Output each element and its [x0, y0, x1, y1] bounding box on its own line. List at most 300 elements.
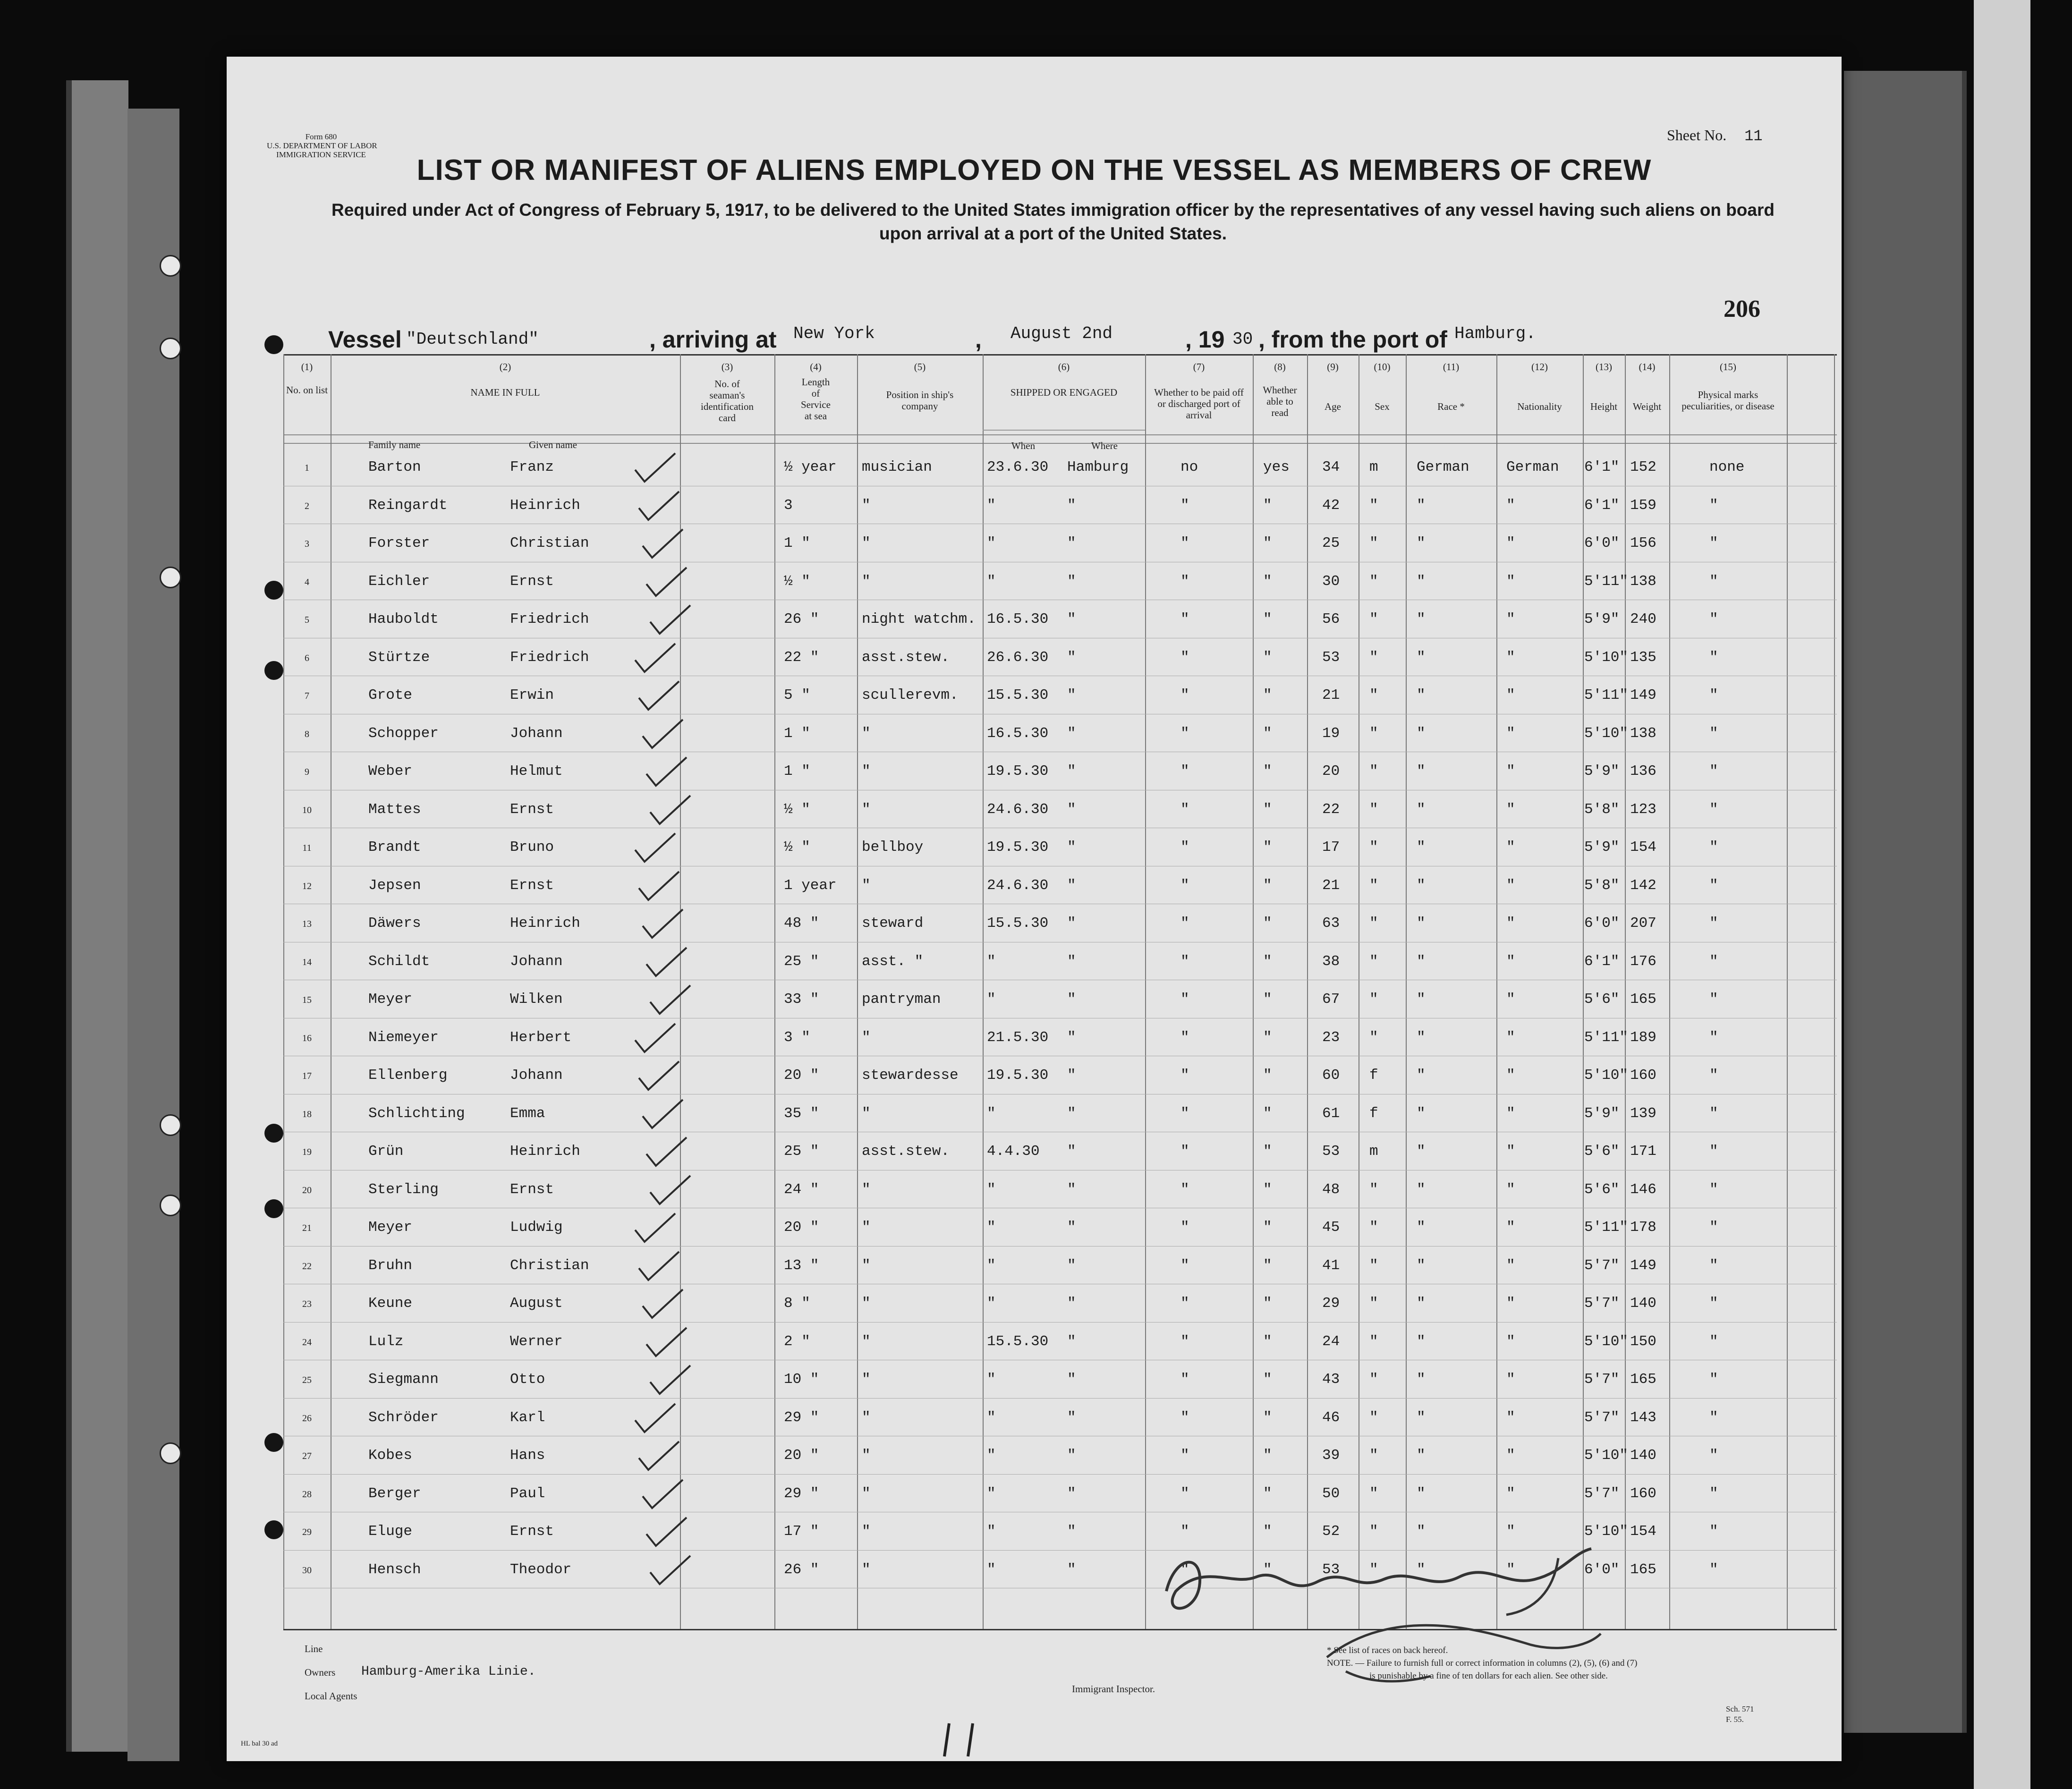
col-num: (15) [1720, 361, 1736, 373]
col-line [1834, 354, 1835, 1629]
punch-hole [264, 1124, 283, 1143]
cell-age: 20 [1322, 763, 1340, 780]
cell-height: 5'9" [1584, 1105, 1620, 1122]
cell-service: 20 " [784, 1067, 819, 1084]
cell-when: 21.5.30 [987, 1029, 1049, 1046]
cell-given: Karl [510, 1409, 545, 1426]
cell-position: night watchm. [862, 611, 976, 627]
cell-when: 19.5.30 [987, 839, 1049, 856]
cell-age: 39 [1322, 1447, 1340, 1464]
cell-when: " [987, 1181, 996, 1198]
cell-position: " [862, 535, 871, 551]
cell-race: " [1417, 877, 1426, 894]
cell-race: " [1417, 915, 1426, 932]
cell-position: asst.stew. [862, 649, 950, 666]
cell-given: Ernst [510, 801, 554, 818]
cell-nat: German [1506, 459, 1559, 475]
col-header-nationality [1496, 361, 1583, 412]
cell-race: " [1417, 839, 1426, 856]
cell-family: Sterling [368, 1181, 439, 1198]
cell-nat: " [1506, 877, 1515, 894]
row-number: 4 [305, 577, 309, 587]
cell-height: 5'11" [1584, 1219, 1629, 1236]
cell-nat: " [1506, 991, 1515, 1008]
col-label: Whether to be paid off or discharged port of arrival [1154, 387, 1244, 421]
cell-family: Berger [368, 1485, 421, 1502]
row-number: 15 [302, 995, 312, 1005]
cell-sex: " [1369, 1333, 1378, 1350]
cell-weight: 207 [1630, 915, 1656, 932]
from-port-value: Hamburg. [1454, 324, 1536, 343]
cell-position: " [862, 1295, 871, 1312]
cell-given: Friedrich [510, 611, 589, 627]
col-header-marks [1669, 361, 1787, 412]
cell-race: " [1417, 1371, 1426, 1388]
cell-given: Ludwig [510, 1219, 563, 1236]
cell-service: 1 " [784, 763, 810, 780]
punch-hole [264, 581, 283, 600]
cell-age: 42 [1322, 497, 1340, 514]
cell-weight: 140 [1630, 1447, 1656, 1464]
cell-service: 29 " [784, 1409, 819, 1426]
cell-when: " [987, 953, 996, 970]
cell-read: " [1263, 1029, 1272, 1046]
cell-weight: 123 [1630, 801, 1656, 818]
cell-weight: 135 [1630, 649, 1656, 666]
cell-family: Reingardt [368, 497, 448, 514]
local-agents-label: Local Agents [305, 1690, 357, 1702]
cell-family: Brandt [368, 839, 421, 856]
col-num: (6) [1058, 361, 1070, 373]
cell-where: " [1067, 1295, 1076, 1312]
cell-weight: 150 [1630, 1333, 1656, 1350]
cell-when: 26.6.30 [987, 649, 1049, 666]
cell-position: " [862, 1409, 871, 1426]
cell-race: " [1417, 1029, 1426, 1046]
cell-weight: 140 [1630, 1295, 1656, 1312]
col-num: (12) [1531, 361, 1548, 373]
cell-sex: " [1369, 1485, 1378, 1502]
cell-paid: " [1180, 1029, 1189, 1046]
cell-family: Hauboldt [368, 611, 439, 627]
cell-position: " [862, 801, 871, 818]
col-line [1307, 354, 1308, 1629]
cell-nat: " [1506, 763, 1515, 780]
col-num: (8) [1274, 361, 1286, 373]
col-header-race [1406, 361, 1496, 412]
cell-read: " [1263, 497, 1272, 514]
cell-sex: " [1369, 1295, 1378, 1312]
cell-marks: " [1709, 1143, 1718, 1160]
cell-age: 46 [1322, 1409, 1340, 1426]
cell-marks: " [1709, 1371, 1718, 1388]
cell-when: " [987, 1219, 996, 1236]
from-port-label: , from the port of [1258, 326, 1447, 353]
cell-height: 5'7" [1584, 1409, 1620, 1426]
cell-given: Franz [510, 459, 554, 475]
arrival-date: August 2nd [1011, 324, 1113, 343]
row-number: 12 [302, 881, 312, 891]
cell-weight: 152 [1630, 459, 1656, 475]
row-number: 17 [302, 1071, 312, 1081]
cell-given: Hans [510, 1447, 545, 1464]
col-label: Whether able to read [1263, 384, 1297, 418]
cell-race: " [1417, 1105, 1426, 1122]
cell-age: 34 [1322, 459, 1340, 475]
cell-height: 5'11" [1584, 687, 1629, 704]
cell-read: " [1263, 839, 1272, 856]
col-header-age [1307, 361, 1359, 412]
cell-weight: 146 [1630, 1181, 1656, 1198]
col-label: Position in ship's company [886, 389, 954, 412]
cell-sex: " [1369, 1181, 1378, 1198]
cell-paid: " [1180, 573, 1189, 590]
cell-when: 24.6.30 [987, 801, 1049, 818]
cell-paid: " [1180, 839, 1189, 856]
cell-marks: " [1709, 763, 1718, 780]
cell-where: " [1067, 1409, 1076, 1426]
cell-read: " [1263, 611, 1272, 627]
col-label: Physical marks peculiarities, or disease [1681, 389, 1775, 412]
cell-read: " [1263, 649, 1272, 666]
cell-nat: " [1506, 1371, 1515, 1388]
col-label: Sex [1375, 401, 1390, 412]
cell-read: " [1263, 915, 1272, 932]
cell-where: " [1067, 801, 1076, 818]
cell-read: " [1263, 763, 1272, 780]
row-rule [283, 1474, 1837, 1475]
cell-read: " [1263, 1143, 1272, 1160]
cell-race: " [1417, 725, 1426, 742]
cell-when: " [987, 1447, 996, 1464]
cell-position: " [862, 877, 871, 894]
col-header-no [283, 361, 331, 396]
checkmark-icon [633, 831, 678, 864]
cell-paid: " [1180, 1409, 1189, 1426]
cell-read: " [1263, 1181, 1272, 1198]
comma-sep: , [975, 326, 982, 353]
cell-position: " [862, 1333, 871, 1350]
row-number: 3 [305, 539, 309, 549]
cell-when: 15.5.30 [987, 915, 1049, 932]
cell-sex: " [1369, 1257, 1378, 1274]
cell-when: 19.5.30 [987, 1067, 1049, 1084]
cell-sex: " [1369, 877, 1378, 894]
cell-sex: " [1369, 1371, 1378, 1388]
cell-weight: 142 [1630, 877, 1656, 894]
punch-hole [264, 1433, 283, 1452]
cell-service: 5 " [784, 687, 810, 704]
cell-where: " [1067, 991, 1076, 1008]
checkmark-icon [648, 1173, 693, 1206]
cell-weight: 189 [1630, 1029, 1656, 1046]
cell-read: " [1263, 1409, 1272, 1426]
cell-where: " [1067, 1447, 1076, 1464]
cell-nat: " [1506, 1067, 1515, 1084]
binder-hole [160, 567, 181, 588]
row-rule [283, 1398, 1837, 1399]
row-number: 29 [302, 1527, 312, 1537]
cell-nat: " [1506, 953, 1515, 970]
col-num: (4) [810, 361, 822, 373]
cell-read: " [1263, 1333, 1272, 1350]
cell-marks: " [1709, 1181, 1718, 1198]
cell-paid: " [1180, 1257, 1189, 1274]
cell-read: " [1263, 801, 1272, 818]
col-header-paid-off [1145, 361, 1253, 421]
cell-race: " [1417, 763, 1426, 780]
cell-given: Heinrich [510, 497, 580, 514]
cell-marks: " [1709, 1257, 1718, 1274]
checkmark-icon [640, 1097, 685, 1130]
checkmark-icon [633, 1401, 678, 1434]
cell-family: Schildt [368, 953, 430, 970]
scan-background-left [66, 80, 128, 1752]
col-label: Nationality [1517, 401, 1562, 412]
checkmark-icon [644, 945, 689, 978]
checkmark-icon [633, 1211, 678, 1244]
punch-hole [264, 1199, 283, 1218]
cell-weight: 171 [1630, 1143, 1656, 1160]
cell-age: 24 [1322, 1333, 1340, 1350]
checkmark-icon [633, 641, 678, 674]
cell-height: 5'7" [1584, 1295, 1620, 1312]
cell-height: 5'9" [1584, 839, 1620, 856]
row-number: 8 [305, 729, 309, 739]
cell-family: Stürtze [368, 649, 430, 666]
row-number: 18 [302, 1109, 312, 1119]
cell-where: Hamburg [1067, 459, 1129, 475]
row-number: 21 [302, 1223, 312, 1233]
cell-position: musician [862, 459, 932, 475]
cell-height: 5'10" [1584, 1067, 1629, 1084]
cell-family: Keune [368, 1295, 413, 1312]
row-number: 28 [302, 1489, 312, 1500]
arriving-value: New York [793, 324, 875, 343]
col-header-id-card [680, 361, 774, 424]
cell-sex: m [1369, 459, 1378, 475]
department-name: U.S. DEPARTMENT OF LABOR [267, 141, 377, 150]
cell-where: " [1067, 1485, 1076, 1502]
cell-weight: 240 [1630, 611, 1656, 627]
binder-hole [160, 255, 181, 277]
cell-nat: " [1506, 649, 1515, 666]
shipped-divider [983, 430, 1145, 431]
cell-age: 21 [1322, 877, 1340, 894]
binder-hole [160, 1114, 181, 1136]
cell-height: 5'7" [1584, 1371, 1620, 1388]
col-label: Race * [1437, 401, 1465, 412]
cell-height: 5'6" [1584, 1143, 1620, 1160]
cell-where: " [1067, 1181, 1076, 1198]
cell-height: 5'11" [1584, 1029, 1629, 1046]
col-label: SHIPPED OR ENGAGED [1010, 387, 1118, 398]
cell-paid: " [1180, 497, 1189, 514]
col-num: (1) [301, 361, 313, 373]
row-number: 1 [305, 463, 309, 473]
cell-weight: 139 [1630, 1105, 1656, 1122]
cell-nat: " [1506, 1219, 1515, 1236]
cell-service: 29 " [784, 1485, 819, 1502]
cell-weight: 165 [1630, 1561, 1656, 1578]
cell-age: 30 [1322, 573, 1340, 590]
cell-sex: " [1369, 839, 1378, 856]
cell-age: 38 [1322, 953, 1340, 970]
cell-when: 15.5.30 [987, 687, 1049, 704]
cell-given: Johann [510, 725, 563, 742]
cell-position: " [862, 1485, 871, 1502]
cell-age: 25 [1322, 535, 1340, 551]
binder-hole [160, 1442, 181, 1464]
line-label: Line [305, 1643, 323, 1654]
cell-paid: " [1180, 1295, 1189, 1312]
row-number: 19 [302, 1147, 312, 1157]
cell-nat: " [1506, 611, 1515, 627]
cell-weight: 159 [1630, 497, 1656, 514]
cell-marks: " [1709, 915, 1718, 932]
checkmark-icon [640, 527, 685, 560]
cell-where: " [1067, 1143, 1076, 1160]
cell-height: 5'9" [1584, 611, 1620, 627]
cell-when: " [987, 1561, 996, 1578]
cell-paid: " [1180, 535, 1189, 551]
cell-age: 17 [1322, 839, 1340, 856]
row-number: 10 [302, 805, 312, 815]
cell-marks: " [1709, 1295, 1718, 1312]
cell-weight: 160 [1630, 1067, 1656, 1084]
checkmark-icon [637, 679, 681, 712]
cell-service: 10 " [784, 1371, 819, 1388]
row-number: 20 [302, 1185, 312, 1195]
cell-age: 52 [1322, 1523, 1340, 1540]
cell-position: " [862, 1219, 871, 1236]
cell-service: 35 " [784, 1105, 819, 1122]
cell-position: " [862, 1105, 871, 1122]
cell-nat: " [1506, 1561, 1515, 1578]
cell-age: 23 [1322, 1029, 1340, 1046]
cell-weight: 160 [1630, 1485, 1656, 1502]
cell-service: 20 " [784, 1219, 819, 1236]
col-header-position [857, 361, 983, 412]
cell-nat: " [1506, 497, 1515, 514]
cell-sex: " [1369, 497, 1378, 514]
cell-weight: 156 [1630, 535, 1656, 551]
cell-paid: " [1180, 1181, 1189, 1198]
cell-age: 43 [1322, 1371, 1340, 1388]
checkmark-icon [644, 755, 689, 788]
cell-age: 21 [1322, 687, 1340, 704]
checkmark-icon [637, 1059, 681, 1092]
checkmark-icon [633, 1021, 678, 1054]
row-number: 25 [302, 1375, 312, 1385]
col-line [983, 354, 984, 1629]
cell-service: 24 " [784, 1181, 819, 1198]
cell-paid: " [1180, 1523, 1189, 1540]
cell-height: 5'10" [1584, 1523, 1629, 1540]
checkmark-icon [648, 1553, 693, 1586]
cell-race: " [1417, 497, 1426, 514]
print-code: HL bal 30 ad [241, 1740, 278, 1747]
checkmark-icon [648, 793, 693, 826]
cell-when: 24.6.30 [987, 877, 1049, 894]
vessel-value: "Deutschland" [406, 330, 539, 349]
cell-sex: m [1369, 1143, 1378, 1160]
cell-sex: f [1369, 1105, 1378, 1122]
cell-read: " [1263, 953, 1272, 970]
cell-family: Mattes [368, 801, 421, 818]
cell-sex: f [1369, 1067, 1378, 1084]
cell-marks: " [1709, 1029, 1718, 1046]
cell-service: ½ " [784, 839, 810, 856]
cell-when: 16.5.30 [987, 725, 1049, 742]
stamp-number: 206 [1724, 296, 1760, 322]
cell-position: " [862, 1181, 871, 1198]
cell-when: " [987, 1523, 996, 1540]
cell-position: " [862, 1447, 871, 1464]
cell-read: " [1263, 1219, 1272, 1236]
col-num: (7) [1193, 361, 1205, 373]
cell-paid: " [1180, 1219, 1189, 1236]
penalty-note-2: is punishable by a fine of ten dollars for each alien. See other side. [1369, 1671, 1608, 1681]
cell-age: 53 [1322, 649, 1340, 666]
cell-given: Johann [510, 1067, 563, 1084]
cell-position: asst.stew. [862, 1143, 950, 1160]
cell-given: Paul [510, 1485, 545, 1502]
year-label: , 19 [1185, 326, 1225, 353]
cell-nat: " [1506, 1029, 1515, 1046]
cell-read: " [1263, 725, 1272, 742]
cell-family: Meyer [368, 1219, 413, 1236]
cell-where: " [1067, 1333, 1076, 1350]
cell-race: " [1417, 611, 1426, 627]
cell-age: 45 [1322, 1219, 1340, 1236]
col-num: (11) [1443, 361, 1460, 373]
cell-race: " [1417, 1067, 1426, 1084]
cell-sex: " [1369, 725, 1378, 742]
races-note: * See list of races on back hereof. [1327, 1645, 1448, 1655]
cell-given: Christian [510, 1257, 589, 1274]
cell-age: 50 [1322, 1485, 1340, 1502]
subtitle-line-1: Required under Act of Congress of February 5, 1917, to be delivered to the United States immigration officer by the representatives of any vessel having such aliens on board [331, 200, 1775, 220]
cell-paid: " [1180, 763, 1189, 780]
cell-given: Werner [510, 1333, 563, 1350]
schedule-number: Sch. 571 [1726, 1704, 1754, 1713]
cell-height: 5'9" [1584, 763, 1620, 780]
cell-position: " [862, 1257, 871, 1274]
col-num: (2) [499, 361, 511, 373]
cell-given: Emma [510, 1105, 545, 1122]
cell-read: " [1263, 1485, 1272, 1502]
cell-marks: " [1709, 1485, 1718, 1502]
cell-marks: " [1709, 839, 1718, 856]
cell-where: " [1067, 1257, 1076, 1274]
cell-when: " [987, 1371, 996, 1388]
checkmark-icon [633, 451, 678, 484]
cell-weight: 165 [1630, 1371, 1656, 1388]
col-line [1496, 354, 1497, 1629]
cell-sex: " [1369, 1523, 1378, 1540]
cell-height: 5'10" [1584, 649, 1629, 666]
cell-when: " [987, 1485, 996, 1502]
cell-marks: " [1709, 1333, 1718, 1350]
cell-where: " [1067, 1029, 1076, 1046]
cell-family: Däwers [368, 915, 421, 932]
cell-given: Heinrich [510, 915, 580, 932]
cell-where: " [1067, 839, 1076, 856]
cell-sex: " [1369, 611, 1378, 627]
cell-family: Hensch [368, 1561, 421, 1578]
cell-given: Otto [510, 1371, 545, 1388]
